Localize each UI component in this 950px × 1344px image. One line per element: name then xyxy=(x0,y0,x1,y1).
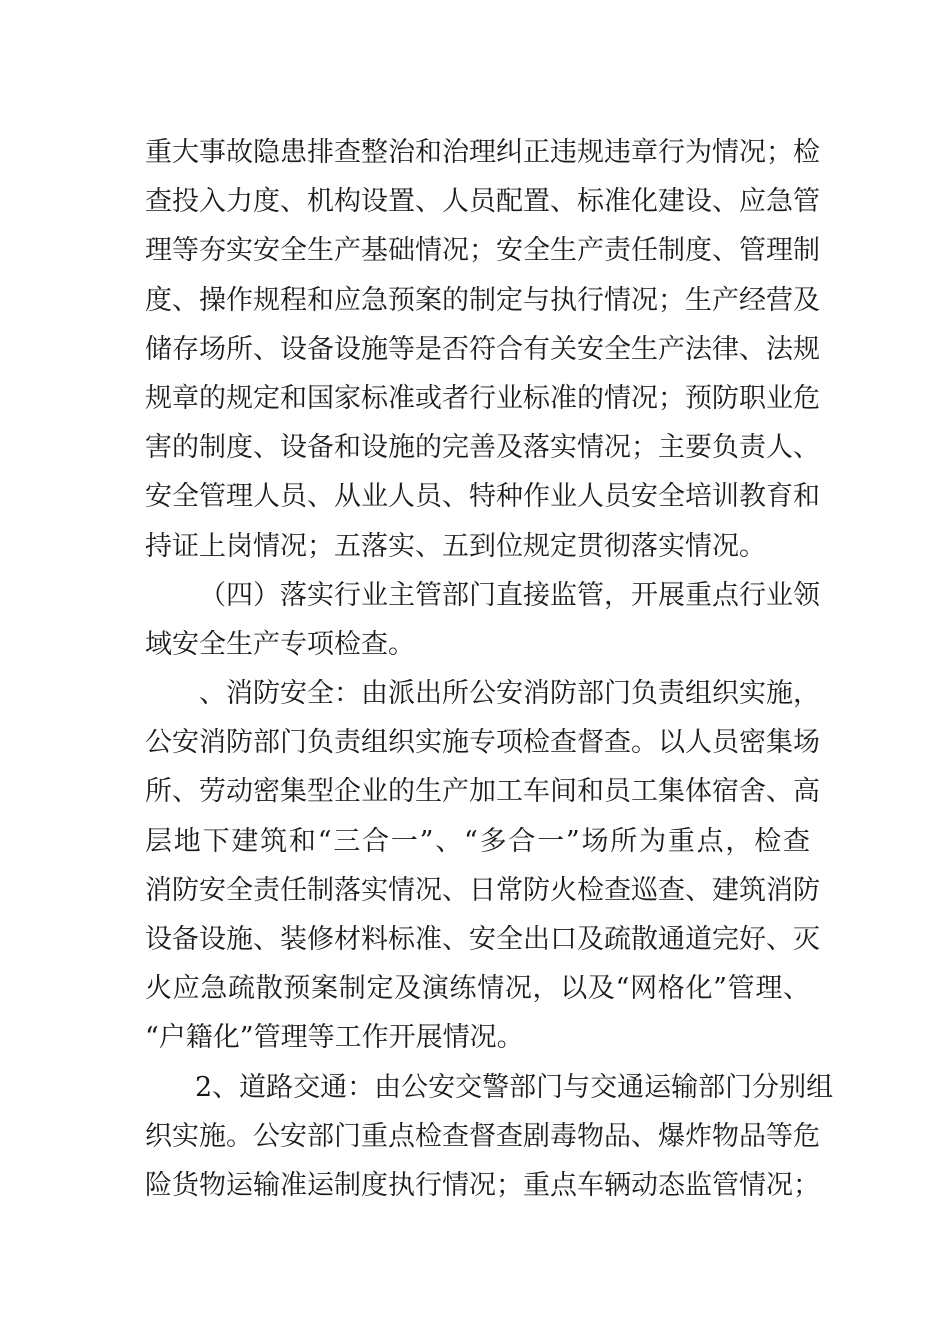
text-line: 理等夯实安全生产基础情况；安全生产责任制度、管理制 xyxy=(145,235,820,267)
text-line: 安全管理人员、从业人员、特种作业人员安全培训教育和 xyxy=(145,481,820,513)
text-line: 规章的规定和国家标准或者行业标准的情况；预防职业危 xyxy=(145,382,820,414)
text-line: 消防安全责任制落实情况、日常防火检查巡查、建筑消防 xyxy=(145,874,820,906)
text-line: 公安消防部门负责组织实施专项检查督查。以人员密集场 xyxy=(145,727,820,759)
body-text xyxy=(145,128,834,1210)
text-line: 持证上岗情况；五落实、五到位规定贯彻落实情况。 xyxy=(145,530,766,562)
section-heading-line: （四）落实行业主管部门直接监管，开展重点行业领 xyxy=(199,579,820,611)
text-line: “户籍化”管理等工作开展情况。 xyxy=(145,1022,524,1054)
text-line: 查投入力度、机构设置、人员配置、标准化建设、应急管 xyxy=(145,186,820,218)
text-line: 、消防安全：由派出所公安消防部门负责组织实施， xyxy=(199,678,820,710)
text-line: 重大事故隐患排查整治和治理纠正违规违章行为情况；检 xyxy=(145,137,820,168)
text-line: 设备设施、装修材料标准、安全出口及疏散通道完好、灭 xyxy=(145,924,820,955)
text-line: 险货物运输准运制度执行情况；重点车辆动态监管情况； xyxy=(145,1169,820,1201)
text-line: 层地下建筑和“三合一”、“多合一”场所为重点，检查 xyxy=(145,825,810,857)
text-line: 所、劳动密集型企业的生产加工车间和员工集体宿舍、高 xyxy=(145,776,820,808)
text-line: 火应急疏散预案制定及演练情况，以及“网格化”管理、 xyxy=(145,973,810,1005)
text-line: 织实施。公安部门重点检查督查剧毒物品、爆炸物品等危 xyxy=(145,1120,820,1152)
section-heading-line: 域安全生产专项检查。 xyxy=(145,628,415,660)
text-line: 害的制度、设备和设施的完善及落实情况；主要负责人、 xyxy=(145,432,820,464)
text-line: 度、操作规程和应急预案的制定与执行情况；生产经营及 xyxy=(145,284,820,316)
text-line: 储存场所、设备设施等是否符合有关安全生产法律、法规 xyxy=(145,333,820,365)
text-line: 2、道路交通：由公安交警部门与交通运输部门分别组 xyxy=(195,1071,834,1103)
